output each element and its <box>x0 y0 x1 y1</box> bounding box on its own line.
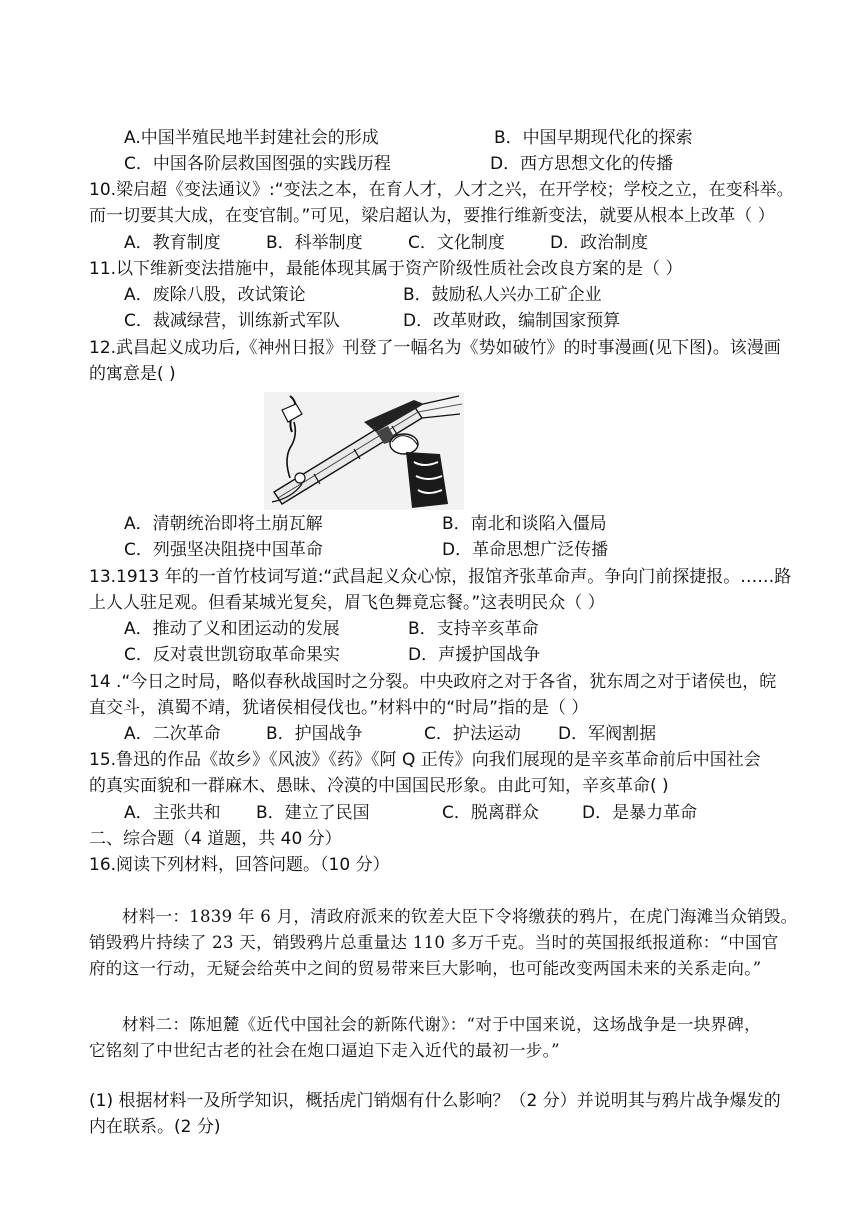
q12-option-c: C．列强坚决阻挠中国革命 <box>124 540 323 560</box>
q14-stem-line1: 14 .“今日之时局，略似春秋战国时之分裂。中央政府之对于各省，犹东周之对于诸侯也，皖 <box>89 672 777 692</box>
q15-option-a: A．主张共和 <box>124 803 221 823</box>
q9-option-d: D．西方思想文化的传播 <box>490 154 674 174</box>
q14-option-c: C．护法运动 <box>424 724 521 744</box>
q10-stem-line2: 而一切要其大成，在变官制。”可见，梁启超认为，要推行维新变法，就要从根本上改革（ ） <box>89 206 775 226</box>
q11-option-d: D．改革财政，编制国家预算 <box>403 311 621 331</box>
q10-option-d: D．政治制度 <box>550 233 649 253</box>
subquestion1-line1: (1) 根据材料一及所学知识，概括虎门销烟有什么影响？（2 分）并说明其与鸦片战争爆发的 <box>89 1091 781 1111</box>
q13-option-a: A．推动了义和团运动的发展 <box>124 619 340 639</box>
q10-option-b: B．科举制度 <box>266 233 363 253</box>
q14-option-a: A．二次革命 <box>124 724 221 744</box>
q12-stem-line1: 12.武昌起义成功后,《神州日报》刊登了一幅名为《势如破竹》的时事漫画(见下图)。该漫画 <box>89 338 781 358</box>
q15-option-d: D．是暴力革命 <box>582 803 698 823</box>
q12-option-b: B．南北和谈陷入僵局 <box>442 514 607 534</box>
q10-stem-line1: 10.梁启超《变法通议》:“变法之本，在育人才，人才之兴，在开学校；学校之立，在变科举。 <box>89 180 794 200</box>
section2-heading: 二、综合题（4 道题，共 40 分） <box>89 829 342 849</box>
q13-stem-line2: 上人人驻足观。但看某城光复矣，眉飞色舞竟忘餐。”这表明民众（ ） <box>89 593 605 613</box>
material2-line2: 它铭刻了中世纪古老的社会在炮口逼迫下走入近代的最初一步。” <box>89 1041 560 1060</box>
material1-line1: 材料一：1839 年 6 月，清政府派来的钦差大臣下令将缴获的鸦片，在虎门海滩当众销毁。 <box>122 907 798 926</box>
q9-option-a: A.中国半殖民地半封建社会的形成 <box>124 128 379 148</box>
q9-option-c: C．中国各阶层救国图强的实践历程 <box>124 154 391 174</box>
q10-option-c: C．文化制度 <box>408 233 505 253</box>
q14-option-b: B．护国战争 <box>266 724 363 744</box>
q13-option-b: B．支持辛亥革命 <box>408 619 539 639</box>
material1-line2: 销毁鸦片持续了 23 天，销毁鸦片总重量达 110 多万千克。当时的英国报纸报道称：“中国官 <box>89 933 779 952</box>
q13-option-c: C．反对袁世凯窃取革命果实 <box>124 645 340 665</box>
q15-stem-line2: 的真实面貌和一群麻木、愚昧、冷漠的中国国民形象。由此可知，辛亥革命( ) <box>89 776 669 796</box>
q11-option-a: A．废除八股，改试策论 <box>124 285 306 305</box>
material1-line3: 府的这一行动，无疑会给英中之间的贸易带来巨大影响，也可能改变两国未来的关系走向。” <box>89 959 762 978</box>
q15-option-c: C．脱离群众 <box>442 803 539 823</box>
q14-option-d: D．军阀割据 <box>558 724 657 744</box>
q14-stem-line2: 直交斗，滇蜀不靖，犹诸侯相侵伐也。”材料中的“时局”指的是（ ） <box>89 698 589 718</box>
q11-stem: 11.以下维新变法措施中，最能体现其属于资产阶级性质社会改良方案的是（ ） <box>89 259 683 279</box>
q12-option-a: A．清朝统治即将土崩瓦解 <box>124 514 323 534</box>
q13-option-d: D．声援护国战争 <box>408 645 541 665</box>
q15-stem-line1: 15.鲁迅的作品《故乡》《风波》《药》《阿 Q 正传》向我们展现的是辛亥革命前后中国社会 <box>89 750 761 770</box>
q11-option-c: C．裁减绿营，训练新式军队 <box>124 311 340 331</box>
bamboo-splitting-cartoon <box>264 392 464 510</box>
subquestion1-line2: 内在联系。(2 分) <box>89 1117 221 1137</box>
q9-option-b: B．中国早期现代化的探索 <box>494 128 693 148</box>
material2-line1: 材料二：陈旭麓《近代中国社会的新陈代谢》：“对于中国来说，这场战争是一块界碑， <box>122 1015 761 1034</box>
q15-option-b: B．建立了民国 <box>256 803 370 823</box>
q12-option-d: D．革命思想广泛传播 <box>442 540 609 560</box>
q10-option-a: A．教育制度 <box>124 233 221 253</box>
q13-stem-line1: 13.1913 年的一首竹枝词写道:“武昌起义众心惊，报馆齐张革命声。争向门前探捷报。……路 <box>89 567 792 587</box>
q16-stem: 16.阅读下列材料，回答问题。（10 分） <box>89 855 390 875</box>
q11-option-b: B．鼓励私人兴办工矿企业 <box>403 285 602 305</box>
q12-stem-line2: 的寓意是( ) <box>89 364 176 384</box>
